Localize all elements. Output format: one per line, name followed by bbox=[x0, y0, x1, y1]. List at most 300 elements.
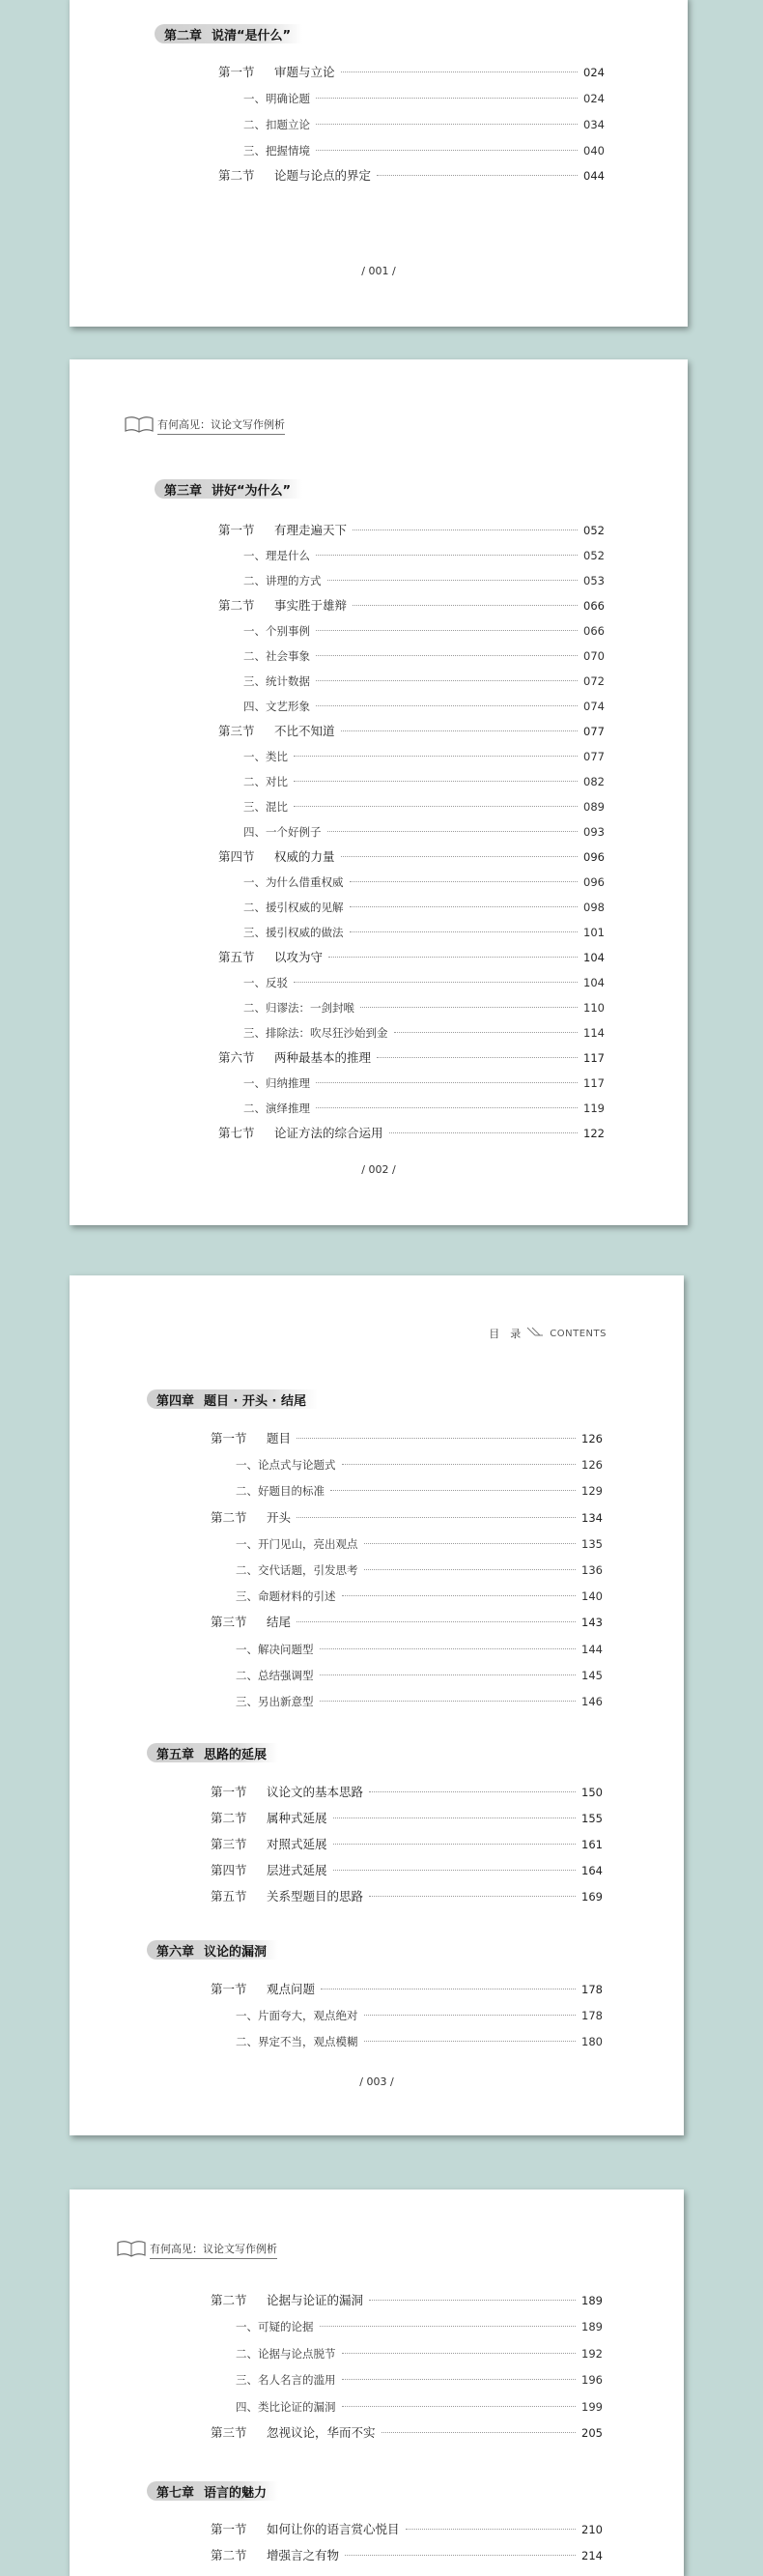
entry-page: 044 bbox=[583, 169, 605, 183]
section-number: 第四节 bbox=[218, 849, 255, 864]
leader-dots bbox=[377, 175, 578, 176]
entry-page: 077 bbox=[583, 750, 605, 763]
entry-title: 混比 bbox=[266, 800, 288, 814]
toc-entry[interactable] bbox=[236, 2398, 603, 2416]
toc-entry[interactable] bbox=[243, 823, 605, 841]
leader-dots bbox=[333, 1870, 577, 1871]
entry-page: 164 bbox=[581, 1864, 603, 1877]
leader-dots bbox=[341, 856, 579, 857]
entry-title: 明确论题 bbox=[266, 92, 310, 105]
item-number: 一、 bbox=[243, 549, 266, 562]
entry-title: 论证方法的综合运用 bbox=[274, 1126, 383, 1140]
chapter-number: 第二章 bbox=[164, 28, 203, 43]
entry-title: 观点问题 bbox=[267, 1982, 316, 1996]
toc-entry[interactable] bbox=[218, 723, 605, 740]
entry-title: 如何让你的语言赏心悦目 bbox=[267, 2522, 400, 2536]
entry-page: 034 bbox=[583, 118, 605, 131]
entry-page: 096 bbox=[583, 850, 605, 864]
toc-entry[interactable] bbox=[243, 1100, 605, 1117]
entry-page: 178 bbox=[581, 1983, 603, 1996]
entry-title: 议论文的基本思路 bbox=[267, 1785, 364, 1799]
toc-label: 目 录 bbox=[489, 1328, 522, 1340]
entry-title: 为什么借重权威 bbox=[266, 875, 344, 889]
entry-page: 189 bbox=[581, 2294, 603, 2307]
leader-dots bbox=[342, 1464, 577, 1465]
item-number: 三、 bbox=[243, 1026, 266, 1040]
leader-dots bbox=[316, 555, 578, 556]
section-number: 第一节 bbox=[211, 1431, 247, 1445]
leader-dots bbox=[297, 1438, 576, 1439]
item-number: 三、 bbox=[243, 674, 266, 688]
entry-title: 一个好例子 bbox=[266, 825, 322, 839]
leader-dots bbox=[316, 680, 578, 681]
toc-entry[interactable] bbox=[243, 899, 605, 916]
entry-title: 排除法：吹尽狂沙始到金 bbox=[266, 1026, 388, 1040]
book-title: 有何高见：议论文写作例析 bbox=[150, 2241, 277, 2259]
toc-entry[interactable] bbox=[243, 547, 605, 564]
entry-page: 119 bbox=[583, 1102, 605, 1115]
entry-page: 082 bbox=[583, 775, 605, 788]
leader-dots bbox=[320, 1701, 577, 1702]
leader-dots bbox=[320, 1648, 577, 1649]
entry-page: 199 bbox=[581, 2399, 603, 2414]
entry-title: 交代话题，引发思考 bbox=[258, 1563, 358, 1577]
entry-page: 140 bbox=[581, 1589, 603, 1604]
toc-entry[interactable] bbox=[218, 64, 605, 81]
leader-dots bbox=[316, 1107, 578, 1108]
toc-entry[interactable] bbox=[211, 1784, 603, 1801]
entry-page: 196 bbox=[581, 2373, 603, 2388]
item-number: 四、 bbox=[243, 700, 266, 713]
leader-dots bbox=[342, 2379, 577, 2380]
leader-dots bbox=[327, 831, 579, 832]
toc-entry[interactable] bbox=[218, 1049, 605, 1067]
entry-title: 开头 bbox=[267, 1509, 292, 1525]
entry-page: 074 bbox=[583, 700, 605, 713]
entry-title: 两种最基本的推理 bbox=[274, 1050, 372, 1065]
page-number: ∕ 003 ∕ bbox=[359, 2075, 394, 2088]
item-number: 一、 bbox=[236, 1536, 258, 1551]
item-number: 三、 bbox=[236, 2373, 258, 2388]
section-number: 第四节 bbox=[211, 1863, 247, 1877]
item-number: 二、 bbox=[236, 2346, 258, 2361]
entry-title: 名人名言的滥用 bbox=[258, 2373, 336, 2388]
entry-page: 189 bbox=[581, 2320, 603, 2334]
entry-title: 论点式与论题式 bbox=[258, 1458, 336, 1473]
toc-entry[interactable] bbox=[218, 848, 605, 866]
entry-title: 理是什么 bbox=[266, 549, 310, 562]
leader-dots bbox=[341, 730, 579, 731]
entry-title: 关系型题目的思路 bbox=[267, 1889, 364, 1903]
chapter-heading bbox=[155, 479, 302, 499]
leader-dots bbox=[328, 957, 578, 958]
leader-dots bbox=[294, 756, 578, 757]
toc-entry[interactable] bbox=[211, 1509, 603, 1527]
item-number: 二、 bbox=[243, 1102, 266, 1115]
toc-entry[interactable] bbox=[243, 673, 605, 690]
toc-entry[interactable] bbox=[211, 1836, 603, 1853]
entry-title: 援引权威的做法 bbox=[266, 926, 344, 939]
toc-entry[interactable] bbox=[243, 924, 605, 941]
section-number: 第三节 bbox=[211, 1615, 247, 1630]
leader-dots bbox=[364, 2015, 577, 2016]
entry-title: 题目 bbox=[267, 1431, 292, 1445]
entry-page: 052 bbox=[583, 524, 605, 537]
entry-title: 类比 bbox=[266, 750, 288, 763]
toc-entry[interactable] bbox=[236, 1482, 603, 1500]
entry-title: 命题材料的引述 bbox=[258, 1589, 336, 1604]
leader-dots bbox=[345, 2555, 576, 2556]
chapter-number: 第七章 bbox=[156, 2485, 195, 2501]
toc-entry[interactable] bbox=[211, 1981, 603, 1998]
chapter-title: 议论的漏洞 bbox=[204, 1944, 268, 1960]
leader-dots bbox=[316, 655, 578, 656]
section-number: 第二节 bbox=[218, 598, 255, 613]
toc-entry[interactable] bbox=[218, 597, 605, 615]
toc-entry[interactable] bbox=[211, 1862, 603, 1879]
entry-title: 讲理的方式 bbox=[266, 574, 322, 587]
item-number: 四、 bbox=[236, 2399, 258, 2414]
entry-page: 161 bbox=[581, 1838, 603, 1851]
entry-page: 122 bbox=[583, 1127, 605, 1140]
entry-page: 169 bbox=[581, 1890, 603, 1903]
toc-entry[interactable] bbox=[211, 2521, 603, 2538]
section-number: 第二节 bbox=[211, 1811, 247, 1825]
chapter-number: 第六章 bbox=[156, 1944, 195, 1960]
item-number: 三、 bbox=[243, 800, 266, 814]
toc-entry[interactable] bbox=[211, 2292, 603, 2309]
entry-page: 117 bbox=[583, 1076, 605, 1090]
entry-title: 另出新意型 bbox=[258, 1695, 314, 1708]
entry-page: 093 bbox=[583, 825, 605, 839]
item-number: 三、 bbox=[243, 926, 266, 939]
item-number: 四、 bbox=[243, 825, 266, 839]
book-title: 有何高见：议论文写作例析 bbox=[157, 416, 285, 435]
entry-page: 134 bbox=[581, 1510, 603, 1525]
chapter-heading bbox=[147, 1389, 318, 1409]
section-number: 第五节 bbox=[211, 1889, 247, 1903]
leader-dots bbox=[316, 1082, 578, 1083]
leader-dots bbox=[364, 1543, 577, 1544]
toc-entry[interactable] bbox=[243, 974, 605, 991]
entry-page: 145 bbox=[581, 1668, 603, 1682]
toc-entry[interactable] bbox=[218, 1125, 605, 1142]
section-number: 第三节 bbox=[211, 1837, 247, 1851]
entry-page: 146 bbox=[581, 1695, 603, 1708]
toc-entry[interactable] bbox=[211, 1614, 603, 1631]
item-number: 一、 bbox=[236, 1458, 258, 1473]
leader-dots bbox=[294, 806, 578, 807]
entry-page: 110 bbox=[583, 1001, 605, 1015]
toc-entry[interactable] bbox=[243, 773, 605, 790]
leader-dots bbox=[294, 781, 578, 782]
toc-page-1 bbox=[70, 0, 688, 327]
entry-title: 论题与论点的界定 bbox=[274, 168, 372, 183]
entry-title: 有理走遍天下 bbox=[274, 523, 348, 537]
entry-page: 150 bbox=[581, 1786, 603, 1799]
leader-dots bbox=[333, 1844, 577, 1845]
toc-entry[interactable] bbox=[218, 167, 605, 185]
section-number: 第一节 bbox=[218, 523, 255, 537]
entry-title: 属种式延展 bbox=[267, 1811, 327, 1825]
entry-title: 解决问题型 bbox=[258, 1642, 314, 1656]
leader-dots bbox=[394, 1032, 579, 1033]
item-number: 三、 bbox=[243, 144, 266, 157]
leader-dots bbox=[330, 1490, 576, 1491]
item-number: 一、 bbox=[243, 976, 266, 989]
leader-dots bbox=[316, 124, 578, 125]
entry-title: 把握情境 bbox=[266, 144, 310, 157]
entry-title: 忽视议论，华而不实 bbox=[267, 2425, 376, 2440]
toc-entry[interactable] bbox=[243, 1074, 605, 1092]
entry-title: 论据与论证的漏洞 bbox=[267, 2293, 364, 2307]
item-number: 二、 bbox=[243, 649, 266, 663]
toc-entry[interactable] bbox=[236, 1667, 603, 1684]
toc-entry[interactable] bbox=[243, 698, 605, 715]
toc-entry[interactable] bbox=[243, 798, 605, 816]
toc-entry[interactable] bbox=[243, 873, 605, 891]
entry-page: 096 bbox=[583, 875, 605, 889]
item-number: 一、 bbox=[243, 92, 266, 105]
leader-dots bbox=[369, 1791, 576, 1792]
leader-dots bbox=[369, 2300, 576, 2301]
toc-entry[interactable] bbox=[243, 90, 605, 107]
toc-entry[interactable] bbox=[243, 1024, 605, 1042]
entry-page: 104 bbox=[583, 976, 605, 989]
leader-dots bbox=[297, 1517, 576, 1518]
toc-entry[interactable] bbox=[243, 748, 605, 765]
page-number: ∕ 001 ∕ bbox=[361, 265, 396, 277]
entry-page: 129 bbox=[581, 1484, 603, 1499]
toc-entry[interactable] bbox=[236, 1693, 603, 1710]
entry-title: 可疑的论据 bbox=[258, 2320, 314, 2334]
toc-page-2 bbox=[70, 359, 688, 1225]
leader-dots bbox=[350, 931, 579, 932]
section-number: 第二节 bbox=[211, 2293, 247, 2307]
toc-entry[interactable] bbox=[218, 949, 605, 966]
entry-page: 024 bbox=[583, 66, 605, 79]
chapter-title: 语言的魅力 bbox=[204, 2485, 268, 2501]
item-number: 一、 bbox=[243, 875, 266, 889]
entry-page: 089 bbox=[583, 800, 605, 814]
entry-page: 104 bbox=[583, 951, 605, 964]
toc-entry[interactable] bbox=[236, 2318, 603, 2335]
leader-dots bbox=[342, 1595, 577, 1596]
toc-entry[interactable] bbox=[243, 116, 605, 133]
toc-entry[interactable] bbox=[211, 1888, 603, 1905]
section-number: 第六节 bbox=[218, 1050, 255, 1065]
item-number: 一、 bbox=[236, 1642, 258, 1656]
toc-entry[interactable] bbox=[218, 522, 605, 539]
toc-page-3 bbox=[70, 1275, 684, 2135]
item-number: 二、 bbox=[243, 574, 266, 587]
entry-page: 126 bbox=[581, 1458, 603, 1473]
entry-title: 演绎推理 bbox=[266, 1102, 310, 1115]
entry-title: 片面夸大，观点绝对 bbox=[258, 2009, 358, 2022]
leader-dots bbox=[316, 630, 578, 631]
entry-page: 205 bbox=[581, 2426, 603, 2440]
entry-page: 114 bbox=[583, 1026, 605, 1040]
section-number: 第一节 bbox=[211, 1982, 247, 1996]
entry-page: 066 bbox=[583, 624, 605, 638]
entry-title: 审题与立论 bbox=[274, 65, 335, 79]
item-number: 二、 bbox=[236, 1484, 258, 1499]
open-book-icon bbox=[125, 415, 154, 436]
entry-title: 不比不知道 bbox=[274, 724, 335, 738]
chapter-heading bbox=[147, 1940, 278, 1960]
chapter-title: 说清“是什么” bbox=[212, 28, 292, 43]
toc-entry[interactable] bbox=[236, 1535, 603, 1553]
chapter-number: 第四章 bbox=[156, 1393, 195, 1409]
open-book-icon bbox=[117, 2240, 146, 2260]
toc-entry[interactable] bbox=[236, 2007, 603, 2024]
leader-dots bbox=[320, 2326, 577, 2327]
entry-title: 结尾 bbox=[267, 1615, 292, 1630]
entry-page: 180 bbox=[581, 2035, 603, 2048]
item-number: 一、 bbox=[236, 2320, 258, 2334]
leader-dots bbox=[342, 2353, 577, 2354]
entry-page: 192 bbox=[581, 2346, 603, 2361]
entry-title: 类比论证的漏洞 bbox=[258, 2399, 336, 2414]
toc-entry[interactable] bbox=[243, 142, 605, 159]
entry-title: 扣题立论 bbox=[266, 118, 310, 131]
entry-title: 事实胜于雄辩 bbox=[274, 598, 348, 613]
section-number: 第二节 bbox=[211, 2548, 247, 2562]
section-number: 第二节 bbox=[211, 1509, 247, 1525]
leader-dots bbox=[389, 1132, 579, 1133]
section-number: 第三节 bbox=[211, 2425, 247, 2440]
entry-title: 开门见山，亮出观点 bbox=[258, 1536, 358, 1551]
entry-title: 归纳推理 bbox=[266, 1076, 310, 1090]
leader-dots bbox=[342, 2406, 577, 2407]
leader-dots bbox=[360, 1007, 578, 1008]
toc-entry[interactable] bbox=[236, 1641, 603, 1658]
entry-page: 072 bbox=[583, 674, 605, 688]
toc-entry[interactable] bbox=[211, 1810, 603, 1827]
entry-page: 066 bbox=[583, 599, 605, 613]
leader-dots bbox=[297, 1621, 576, 1622]
leader-dots bbox=[350, 906, 579, 907]
leader-dots bbox=[353, 605, 578, 606]
entry-page: 077 bbox=[583, 725, 605, 738]
leader-dots bbox=[294, 982, 578, 983]
toc-entry[interactable] bbox=[243, 572, 605, 589]
toc-entry[interactable] bbox=[211, 2547, 603, 2564]
leader-dots bbox=[316, 98, 578, 99]
section-number: 第一节 bbox=[211, 1785, 247, 1799]
section-number: 第二节 bbox=[218, 168, 255, 183]
toc-entry[interactable] bbox=[211, 2424, 603, 2442]
entry-page: 101 bbox=[583, 926, 605, 939]
entry-title: 权威的力量 bbox=[274, 849, 335, 864]
entry-page: 155 bbox=[581, 1812, 603, 1825]
toc-entry[interactable] bbox=[236, 1561, 603, 1579]
toc-entry[interactable] bbox=[236, 2345, 603, 2362]
chapter-title: 讲好“为什么” bbox=[212, 483, 292, 499]
toc-entry[interactable] bbox=[243, 622, 605, 640]
chapter-heading bbox=[147, 2481, 278, 2501]
toc-entry[interactable] bbox=[236, 1588, 603, 1605]
entry-title: 援引权威的见解 bbox=[266, 901, 344, 914]
entry-page: 210 bbox=[581, 2523, 603, 2536]
chapter-title: 题目 · 开头 · 结尾 bbox=[204, 1393, 306, 1409]
leader-dots bbox=[316, 150, 578, 151]
item-number: 一、 bbox=[243, 750, 266, 763]
separator-icon bbox=[526, 1327, 544, 1341]
page-number: ∕ 002 ∕ bbox=[361, 1163, 396, 1176]
leader-dots bbox=[406, 2529, 577, 2530]
section-number: 第七节 bbox=[218, 1126, 255, 1140]
entry-page: 143 bbox=[581, 1616, 603, 1630]
entry-title: 总结强调型 bbox=[258, 1668, 314, 1682]
toc-entry[interactable] bbox=[236, 2033, 603, 2050]
leader-dots bbox=[350, 881, 579, 882]
item-number: 一、 bbox=[236, 2009, 258, 2022]
entry-title: 归谬法：一剑封喉 bbox=[266, 1001, 354, 1015]
entry-page: 098 bbox=[583, 901, 605, 914]
toc-entry[interactable] bbox=[236, 1456, 603, 1474]
entry-page: 117 bbox=[583, 1051, 605, 1065]
entry-page: 126 bbox=[581, 1432, 603, 1445]
chapter-number: 第五章 bbox=[156, 1747, 195, 1762]
entry-page: 178 bbox=[581, 2009, 603, 2022]
toc-entry[interactable] bbox=[236, 2371, 603, 2389]
chapter-number: 第三章 bbox=[164, 483, 203, 499]
section-number: 第一节 bbox=[211, 2522, 247, 2536]
entry-page: 040 bbox=[583, 144, 605, 157]
entry-title: 界定不当，观点模糊 bbox=[258, 2035, 358, 2048]
entry-title: 增强言之有物 bbox=[267, 2548, 340, 2562]
toc-entry[interactable] bbox=[211, 1430, 603, 1447]
item-number: 二、 bbox=[236, 1563, 258, 1577]
running-header bbox=[125, 415, 285, 436]
item-number: 二、 bbox=[243, 1001, 266, 1015]
entry-title: 好题目的标准 bbox=[258, 1484, 325, 1499]
entry-page: 135 bbox=[581, 1536, 603, 1551]
item-number: 二、 bbox=[236, 2035, 258, 2048]
item-number: 三、 bbox=[236, 1589, 258, 1604]
item-number: 二、 bbox=[243, 775, 266, 788]
contents-label: CONTENTS bbox=[550, 1328, 607, 1339]
leader-dots bbox=[364, 2041, 577, 2042]
chapter-heading bbox=[155, 24, 302, 43]
entry-page: 136 bbox=[581, 1563, 603, 1577]
leader-dots bbox=[382, 2432, 577, 2433]
entry-title: 统计数据 bbox=[266, 674, 310, 688]
entry-title: 层进式延展 bbox=[267, 1863, 327, 1877]
entry-title: 个别事例 bbox=[266, 624, 310, 638]
entry-page: 053 bbox=[583, 574, 605, 587]
entry-page: 144 bbox=[581, 1642, 603, 1656]
entry-title: 对照式延展 bbox=[267, 1837, 327, 1851]
item-number: 二、 bbox=[236, 1668, 258, 1682]
toc-entry[interactable] bbox=[243, 647, 605, 665]
entry-title: 论据与论点脱节 bbox=[258, 2346, 336, 2361]
toc-entry[interactable] bbox=[243, 999, 605, 1016]
entry-page: 052 bbox=[583, 549, 605, 562]
leader-dots bbox=[327, 580, 579, 581]
leader-dots bbox=[320, 1674, 577, 1675]
toc-page-4 bbox=[70, 2190, 684, 2576]
leader-dots bbox=[377, 1057, 578, 1058]
item-number: 三、 bbox=[236, 1695, 258, 1708]
leader-dots bbox=[316, 705, 578, 706]
section-number: 第一节 bbox=[218, 65, 255, 79]
entry-page: 024 bbox=[583, 92, 605, 105]
entry-title: 社会事象 bbox=[266, 649, 310, 663]
item-number: 一、 bbox=[243, 624, 266, 638]
chapter-title: 思路的延展 bbox=[204, 1747, 268, 1762]
